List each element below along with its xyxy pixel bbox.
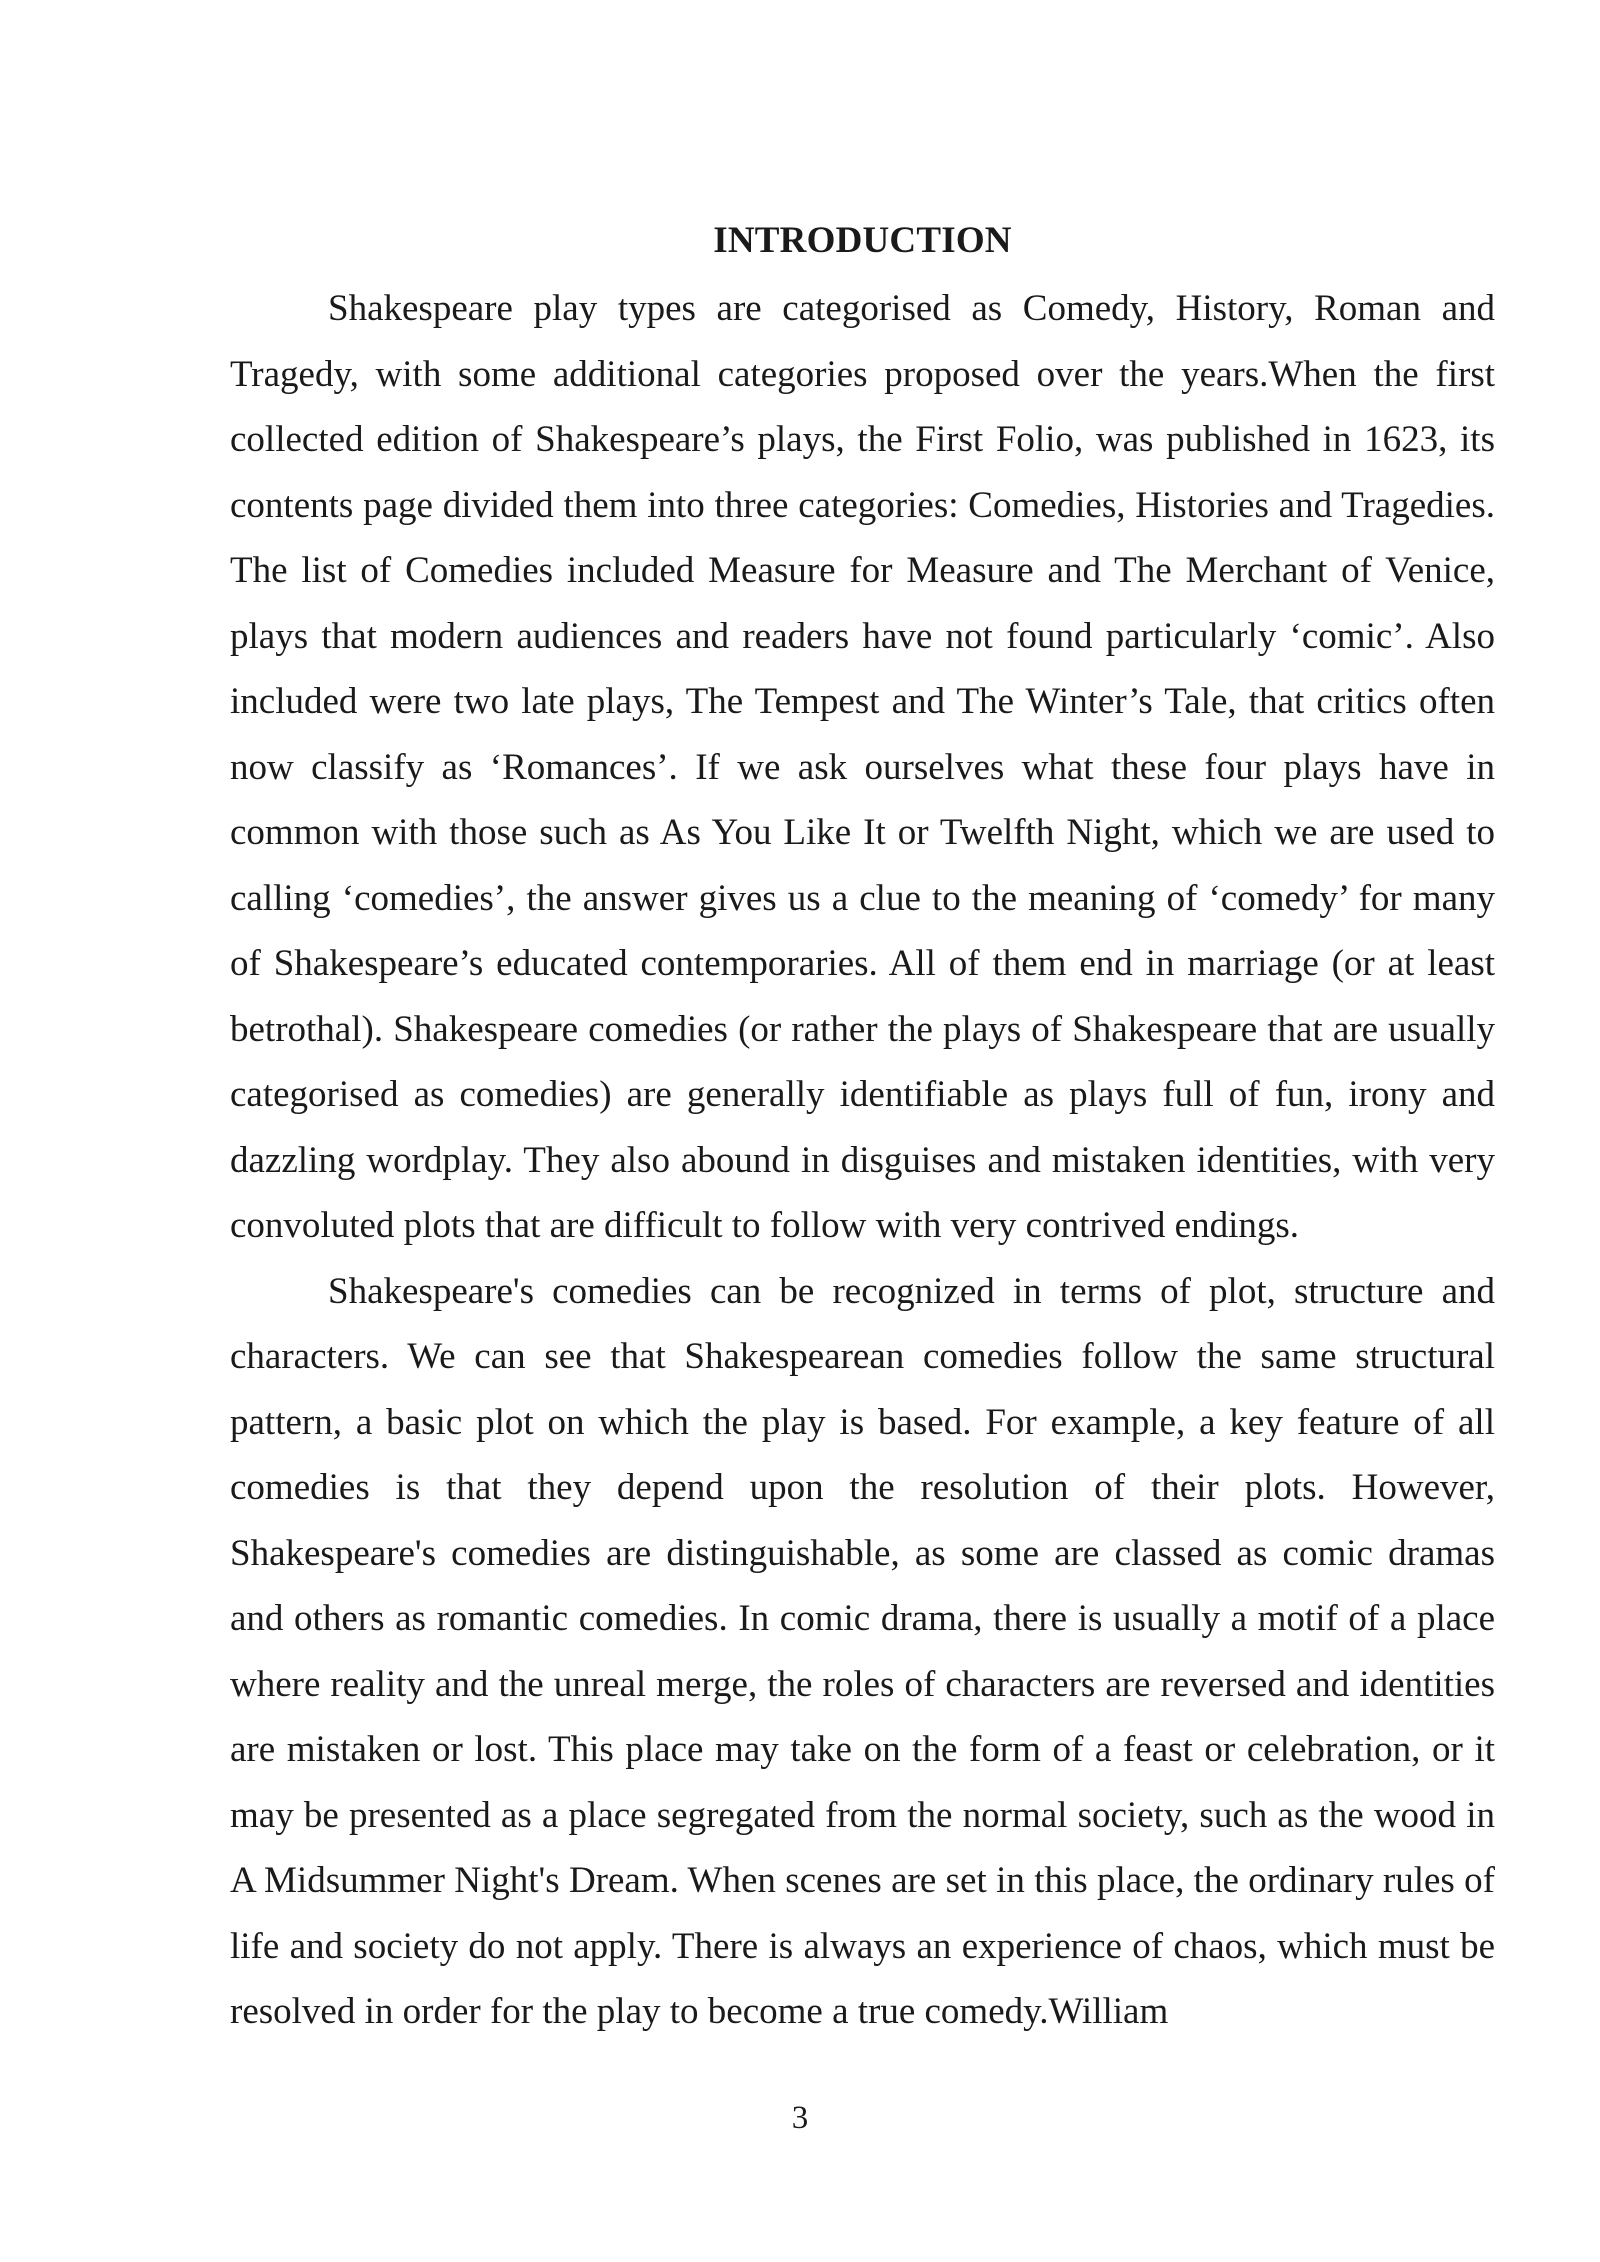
paragraph-2: Shakespeare's comedies can be recognized in terms of plot, structure and characters. We can see that Shakespearean comedies follow the same structural pattern, a basic plot on which the play is based. For example, a key feature of all comedies is that they depend upon the resolution of their plots. However, Shakespeare's comedies are distinguishable, as some are classed as comic dramas and others as romantic comedies. In comic drama, there is usually a motif of a place where reality and the unreal merge, the roles of characters are reversed and identities are mistaken or lost. This place may take on the form of a feast or celebration, or it may be presented as a place segregated from the normal society, such as the wood in A Midsummer Night's Dream. When scenes are set in this place, the ordinary rules of life and society do not apply. There is always an experience of chaos, which must be resolved in order for the play to become a true comedy.William	[230, 1270, 1495, 2032]
document-page	[230, 210, 1495, 2045]
section-title: INTRODUCTION	[713, 220, 1012, 261]
paragraph-1: Shakespeare play types are categorised as Comedy, History, Roman and Tragedy, with some additional categories proposed over the years.When the first collected edition of Shakespeare’s plays, the First Folio, was published in 1623, its contents page divided them into three categories: Comedies, Histories and Tragedies. The list of Comedies included Measure for Measure and The Merchant of Venice, plays that modern audiences and readers have not found particularly ‘comic’. Also included were two late plays, The Tempest and The Winter’s Tale, that critics often now classify as ‘Romances’. If we ask ourselves what these four plays have in common with those such as As You Like It or Twelfth Night, which we are used to calling ‘comedies’, the answer gives us a clue to the meaning of ‘comedy’ for many of Shakespeare’s educated contemporaries. All of them end in marriage (or at least betrothal). Shakespeare comedies (or rather the plays of Shakespeare that are usually categorised as comedies) are generally identifiable as plays full of fun, irony and dazzling wordplay. They also abound in disguises and mistaken identities, with very convoluted plots that are difficult to follow with very contrived endings.	[230, 288, 1495, 1246]
page-number: 3	[791, 2100, 809, 2136]
